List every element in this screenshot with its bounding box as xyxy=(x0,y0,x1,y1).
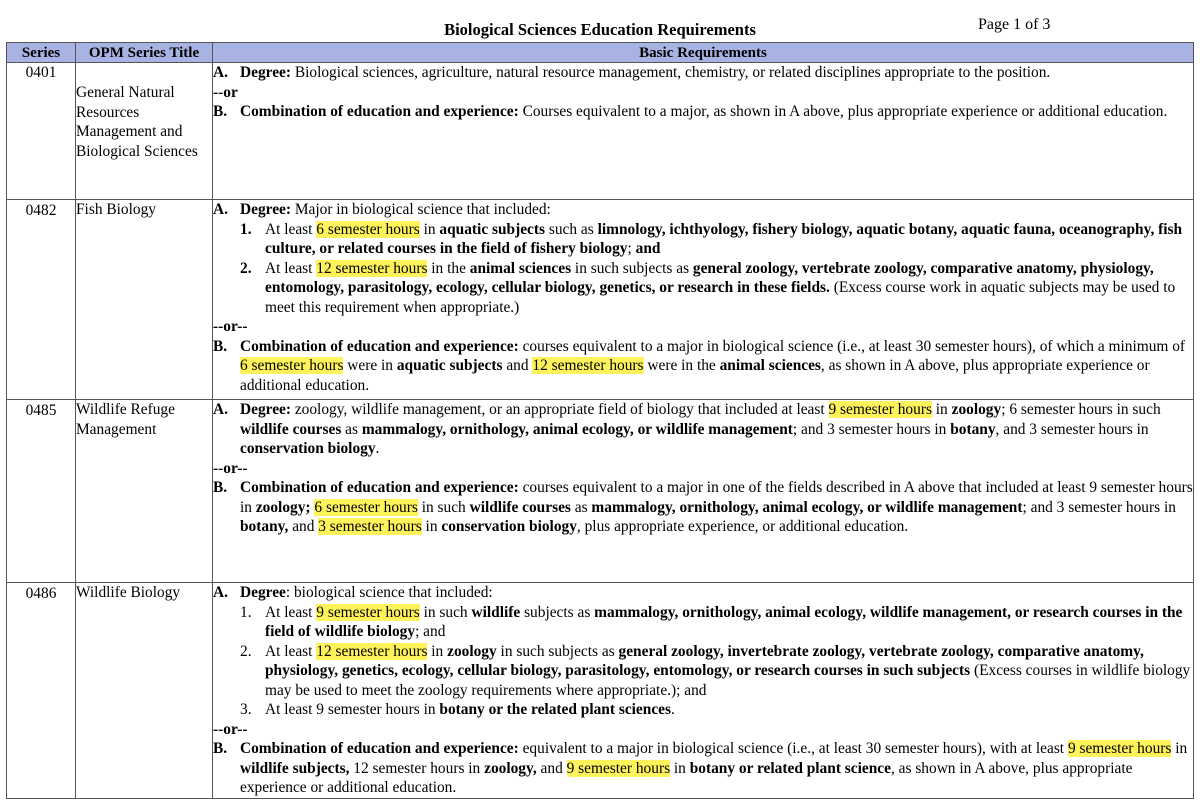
or-separator: --or-- xyxy=(213,459,248,477)
bold-text: conservation biology xyxy=(441,518,577,535)
requirement-subitem xyxy=(240,603,1193,642)
bold-text: wildlife courses xyxy=(240,420,342,438)
bold-text: mammalogy, ornithology, animal ecology, wildlife management, or research courses in the field of wildlife biology xyxy=(265,603,1183,640)
highlighted-hours: 12 semester hours xyxy=(316,642,428,660)
text-run: At least 9 semester hours in xyxy=(265,701,440,718)
bold-text: wildlife subjects, xyxy=(240,759,350,777)
highlighted-hours: 3 semester hours xyxy=(318,518,422,535)
or-separator: --or-- xyxy=(213,720,248,738)
highlighted-hours: 12 semester hours xyxy=(316,259,428,277)
text-run: Courses equivalent to a major, as shown in A above, plus appropriate experience or additional education. xyxy=(518,103,1168,120)
bold-text: animal sciences xyxy=(719,357,821,374)
requirement-text xyxy=(240,337,1193,396)
requirement-b xyxy=(213,739,1193,798)
bold-text: general zoology, invertebrate zoology, vertebrate zoology, comparative anatomy, physiology, genetics, ecology, cellular biology, parasitology, entomology, or research courses in such subjects xyxy=(265,642,1144,679)
text-run: in xyxy=(421,518,442,535)
header-row xyxy=(7,43,1194,63)
requirement-label: A. xyxy=(213,201,228,218)
text-run: and xyxy=(536,759,567,777)
bold-text: mammalogy, ornithology, animal ecology, or wildlife management xyxy=(361,420,793,438)
text-run: as xyxy=(341,420,362,438)
highlighted-hours: 9 semester hours xyxy=(316,603,420,621)
text-run: . xyxy=(375,440,380,457)
text-run: , as shown in A above, plus appropriate experience or additional education. xyxy=(240,357,1150,394)
series-title: Fish Biology xyxy=(76,200,213,400)
text-run: (Excess course work in aquatic subjects may be used to meet this requirement when appropriate.) xyxy=(265,279,1176,316)
text-run: in xyxy=(931,401,952,418)
bold-text: wildlife xyxy=(471,603,521,621)
text-run: such as xyxy=(545,220,598,238)
text-run: ; and xyxy=(415,623,446,640)
bold-text: Degree: xyxy=(240,201,291,218)
bold-text: mammalogy, ornithology, animal ecology, or wildlife management xyxy=(591,498,1023,516)
text-run: 12 semester hours in xyxy=(349,759,485,777)
bold-text: Combination of education and experience: xyxy=(240,103,519,120)
or-separator: --or xyxy=(213,83,238,101)
bold-text: botany or the related plant sciences xyxy=(439,701,671,718)
text-run: Major in biological science that included: xyxy=(290,201,551,218)
text-run: . xyxy=(670,701,675,718)
text-run: as xyxy=(570,498,592,516)
subitem-number: 1. xyxy=(240,603,252,621)
requirement-b xyxy=(213,102,1193,122)
text-run: ; and 3 semester hours in xyxy=(792,420,951,438)
text-run: : biological science that included: xyxy=(285,584,493,601)
subitem-text xyxy=(265,220,1193,259)
series-code: 0485 xyxy=(7,400,76,583)
requirements-table xyxy=(6,42,1194,799)
bold-text: wildlife courses xyxy=(469,498,571,516)
text-run: were in xyxy=(343,357,397,374)
requirement-text xyxy=(240,583,1193,603)
subitem-number: 2. xyxy=(240,259,252,277)
requirement-a xyxy=(213,400,1193,459)
text-run: in the xyxy=(427,259,470,277)
text-run: and xyxy=(502,357,533,374)
bold-text: conservation biology xyxy=(240,440,376,457)
table-row xyxy=(7,63,1194,200)
bold-text: zoology, xyxy=(484,759,537,777)
bold-text: Degree xyxy=(240,584,286,601)
page-title: Biological Sciences Education Requirements xyxy=(444,20,756,39)
series-title: Wildlife Biology xyxy=(76,583,213,799)
bold-text: Combination of education and experience: xyxy=(240,479,519,496)
bold-text: zoology xyxy=(951,401,1002,418)
requirement-text xyxy=(240,400,1193,459)
text-run: Biological sciences, agriculture, natural resource management, chemistry, or related disciplines appropriate to the position. xyxy=(290,64,1051,81)
requirement-text xyxy=(240,200,1193,220)
bold-text: general zoology, vertebrate zoology, comparative anatomy, physiology, entomology, parasitology, ecology, cellular biology, genetics, or research in these fields. xyxy=(265,259,1154,296)
text-run: At least xyxy=(265,642,317,660)
highlighted-hours: 9 semester hours xyxy=(566,759,671,777)
text-run: zoology, wildlife management, or an appropriate field of biology that included at least xyxy=(290,401,829,418)
requirement-label: A. xyxy=(213,64,228,81)
header-basic-requirements: Basic Requirements xyxy=(213,43,1194,63)
highlighted-hours: 9 semester hours xyxy=(828,401,932,418)
bold-text: botany, xyxy=(240,518,289,535)
text-run: ; and 3 semester hours in xyxy=(1022,498,1176,516)
requirement-text xyxy=(240,63,1193,83)
requirement-b xyxy=(213,337,1193,396)
requirement-label: B. xyxy=(213,103,228,120)
header-series: Series xyxy=(7,43,76,63)
bold-text: botany or related plant science xyxy=(689,759,891,777)
text-run: At least xyxy=(265,259,317,277)
series-title: General Natural Resources Management and Biological Sciences xyxy=(76,63,213,200)
bold-text: Degree: xyxy=(240,401,291,418)
requirement-text xyxy=(240,102,1193,122)
bold-text: zoology xyxy=(447,642,497,660)
highlighted-hours: 12 semester hours xyxy=(532,357,644,374)
requirement-a xyxy=(213,63,1193,83)
subitem-text xyxy=(265,259,1193,318)
bold-text: and xyxy=(635,240,661,257)
text-run: and xyxy=(288,518,319,535)
requirement-label: B. xyxy=(213,740,228,757)
text-run: in such subjects as xyxy=(571,259,693,277)
requirement-subitem xyxy=(240,259,1193,318)
requirement-label: A. xyxy=(213,584,228,601)
text-run: (Excess courses in wildlife biology may be used to meet the zoology requirements where appropriate.); and xyxy=(265,662,1191,699)
requirement-label: B. xyxy=(213,479,228,496)
text-run: courses equivalent to a major in one of the fields described in A above that included at least 9 semester hours in xyxy=(240,479,1193,516)
bold-text: zoology; xyxy=(255,498,311,516)
text-run: ; 6 semester hours in such xyxy=(1001,401,1161,418)
basic-requirements xyxy=(213,583,1194,799)
basic-requirements xyxy=(213,63,1194,200)
text-run: in xyxy=(419,220,440,238)
bold-text: aquatic subjects xyxy=(396,357,503,374)
series-title: Wildlife Refuge Management xyxy=(76,400,213,583)
requirement-b xyxy=(213,478,1193,537)
series-code: 0486 xyxy=(7,583,76,799)
text-run: ; xyxy=(627,240,636,257)
bold-text: Combination of education and experience: xyxy=(240,337,519,355)
highlighted-hours: 6 semester hours xyxy=(240,357,344,374)
text-run: At least xyxy=(265,603,317,621)
subitem-number: 1. xyxy=(240,220,252,238)
text-run: equivalent to a major in biological science (i.e., at least 30 semester hours), with at least xyxy=(518,740,1068,757)
bold-text: Degree: xyxy=(240,64,291,81)
highlighted-hours: 9 semester hours xyxy=(1067,740,1172,757)
table-body xyxy=(7,63,1194,799)
page-indicator: Page 1 of 3 xyxy=(978,16,1051,33)
requirement-text xyxy=(240,739,1193,798)
requirement-a xyxy=(213,200,1193,220)
bold-text: aquatic subjects xyxy=(439,220,546,238)
text-run: courses equivalent to a major in biological science (i.e., at least 30 semester hours), of which a minimum of xyxy=(518,337,1186,355)
requirement-subitem xyxy=(240,700,1193,720)
bold-text: animal sciences xyxy=(469,259,572,277)
or-separator: --or-- xyxy=(213,318,248,335)
highlighted-hours: 6 semester hours xyxy=(314,498,418,516)
requirement-a xyxy=(213,583,1193,603)
text-run: in xyxy=(427,642,448,660)
bold-text: botany xyxy=(950,420,996,438)
table-row xyxy=(7,400,1194,583)
basic-requirements xyxy=(213,200,1194,400)
requirement-subitem xyxy=(240,220,1193,259)
text-run: , as shown in A above, plus appropriate experience or additional education. xyxy=(240,759,1133,796)
requirement-subitem xyxy=(240,642,1193,701)
requirement-text xyxy=(240,478,1193,537)
header-opm-series-title: OPM Series Title xyxy=(76,43,213,63)
subitem-text xyxy=(265,603,1193,642)
text-run: At least xyxy=(265,220,317,238)
highlighted-hours: 6 semester hours xyxy=(316,220,420,238)
bold-text: Combination of education and experience: xyxy=(240,740,519,757)
text-run: in such xyxy=(419,603,472,621)
requirement-label: A. xyxy=(213,401,228,418)
subitem-number: 2. xyxy=(240,642,252,660)
subitem-number: 3. xyxy=(240,701,252,718)
table-row xyxy=(7,583,1194,799)
series-code: 0482 xyxy=(7,200,76,400)
basic-requirements xyxy=(213,400,1194,583)
text-run: in such subjects as xyxy=(496,642,619,660)
series-code: 0401 xyxy=(7,63,76,200)
table-row xyxy=(7,200,1194,400)
text-run: were in the xyxy=(643,357,720,374)
requirement-label: B. xyxy=(213,337,228,355)
bold-text: limnology, ichthyology, fishery biology, aquatic botany, aquatic fauna, oceanography, fish culture, or related courses in the field of fishery biology xyxy=(265,220,1183,257)
text-run: subjects as xyxy=(520,603,595,621)
text-run: in xyxy=(1171,740,1188,757)
subitem-text xyxy=(265,700,1193,720)
text-run: , plus appropriate experience, or additional education. xyxy=(576,518,909,535)
text-run: , and 3 semester hours in xyxy=(995,420,1149,438)
text-run: in xyxy=(670,759,690,777)
text-run: in such xyxy=(417,498,470,516)
subitem-text xyxy=(265,642,1193,701)
